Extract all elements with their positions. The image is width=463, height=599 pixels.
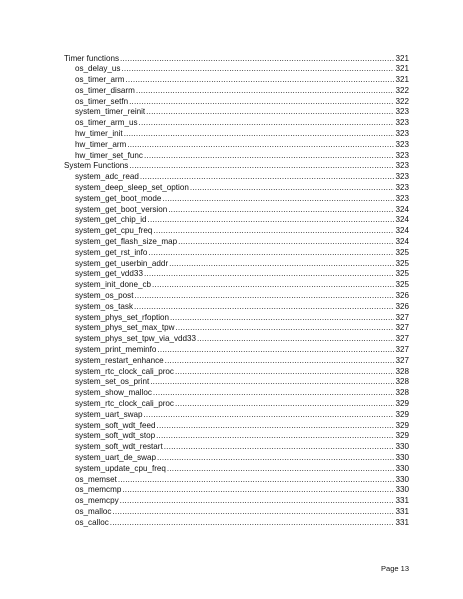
toc-entry[interactable] [64,313,409,324]
toc-entry-label: system_phys_set_rfoption [75,312,170,322]
toc-entry[interactable] [64,518,409,529]
toc-entry-page-number: 330 [395,474,409,484]
toc-entry[interactable] [64,431,409,442]
dot-leader [153,226,394,237]
toc-entry[interactable] [64,377,409,388]
toc-entry-label: hw_timer_arm [75,139,127,149]
toc-entry-label: system_rtc_clock_cali_proc [75,366,174,376]
toc-entry[interactable] [64,259,409,270]
toc-entry-label: system_get_userbin_addr [75,258,169,268]
dot-leader [175,323,394,334]
toc-entry[interactable] [64,302,409,313]
dot-leader [178,237,394,248]
toc-entry-page-number: 331 [395,517,409,527]
toc-entry-label: Timer functions [64,53,120,63]
toc-entry[interactable] [64,280,409,291]
toc-entry[interactable] [64,248,409,259]
toc-entry-page-number: 331 [395,496,409,506]
toc-entry-page-number: 329 [395,420,409,430]
toc-entry-label: system_get_chip_id [75,215,147,225]
toc-entry-label: os_timer_arm [75,75,125,85]
toc-entry-label: system_update_cpu_freq [75,463,166,473]
toc-entry[interactable] [64,485,409,496]
dot-leader [140,172,395,183]
toc-entry[interactable] [64,475,409,486]
toc-entry-label: os_delay_us [75,64,121,74]
toc-entry-page-number: 328 [395,377,409,387]
dot-leader [170,313,394,324]
toc-entry-page-number: 330 [395,463,409,473]
toc-entry-page-number: 328 [395,366,409,376]
toc-entry[interactable] [64,507,409,518]
toc-entry-label: hw_timer_set_func [75,150,143,160]
toc-entry[interactable] [64,345,409,356]
toc-entry-page-number: 326 [395,301,409,311]
toc-entry-label: os_memcpy [75,496,119,506]
toc-entry-label: os_timer_disarm [75,85,135,95]
dot-leader [152,280,394,291]
toc-entry-page-number: 331 [395,506,409,516]
toc-entry-page-number: 323 [395,129,409,139]
toc-entry-page-number: 322 [395,85,409,95]
dot-leader [156,431,394,442]
toc-entry-label: system_get_boot_version [75,204,168,214]
dot-leader [110,518,395,529]
page-number: Page 13 [381,564,409,573]
toc-entry-page-number: 321 [395,75,409,85]
toc-entry-page-number: 325 [395,269,409,279]
dot-leader [144,269,395,280]
toc-entry[interactable] [64,205,409,216]
dot-leader [157,421,395,432]
toc-entry-label: system_os_post [75,291,134,301]
toc-entry-page-number: 323 [395,150,409,160]
toc-entry-label: system_soft_wdt_stop [75,431,156,441]
toc-entry-label: os_memcmp [75,485,122,495]
toc-entry-page-number: 323 [395,183,409,193]
dot-leader [148,215,395,226]
toc-entry[interactable] [64,496,409,507]
toc-entry[interactable] [64,410,409,421]
toc-entry-page-number: 326 [395,291,409,301]
toc-entry-page-number: 324 [395,226,409,236]
dot-leader [169,259,394,270]
toc-entry[interactable] [64,129,409,140]
dot-leader [122,485,394,496]
toc-entry-page-number: 327 [395,355,409,365]
dot-leader [134,302,394,313]
toc-entry-label: os_calloc [75,517,109,527]
toc-entry-label: system_get_rst_info [75,247,148,257]
toc-section-entry[interactable] [64,161,409,172]
dot-leader [190,183,395,194]
toc-entry[interactable] [64,453,409,464]
toc-entry-page-number: 325 [395,280,409,290]
toc-entry-page-number: 323 [395,139,409,149]
toc-entry[interactable] [64,183,409,194]
toc-entry[interactable] [64,367,409,378]
toc-entry[interactable] [64,172,409,183]
toc-entry-page-number: 321 [395,53,409,63]
toc-entry-label: system_get_boot_mode [75,193,162,203]
toc-entry-page-number: 327 [395,312,409,322]
toc-entry-page-number: 325 [395,247,409,257]
dot-leader [148,248,394,259]
dot-leader [129,161,394,172]
toc-entry-page-number: 322 [395,96,409,106]
toc-entry-label: system_get_flash_size_map [75,237,178,247]
toc-entry-page-number: 327 [395,323,409,333]
toc-entry-label: system_adc_read [75,172,139,182]
toc-entry-page-number: 324 [395,215,409,225]
toc-entry[interactable] [64,269,409,280]
dot-leader [120,54,394,65]
toc-entry[interactable] [64,356,409,367]
toc-entry[interactable] [64,334,409,345]
dot-leader [139,118,395,129]
toc-entry[interactable] [64,237,409,248]
toc-entry[interactable] [64,215,409,226]
dot-leader [164,442,395,453]
toc-entry[interactable] [64,151,409,162]
toc-entry[interactable] [64,86,409,97]
dot-leader [144,151,395,162]
toc-entry-page-number: 324 [395,237,409,247]
dot-leader [127,140,394,151]
toc-entry-label: system_timer_reinit [75,107,146,117]
toc-entry[interactable] [64,118,409,129]
toc-entry[interactable] [64,388,409,399]
toc-entry[interactable] [64,140,409,151]
toc-entry-label: os_memset [75,474,117,484]
dot-leader [124,129,395,140]
dot-leader [175,367,395,378]
toc-entry-page-number: 323 [395,172,409,182]
dot-leader [136,86,395,97]
dot-leader [167,464,395,475]
toc-entry[interactable] [64,64,409,75]
toc-entry[interactable] [64,194,409,205]
dot-leader [118,475,395,486]
toc-entry-label: system_phys_set_tpw_via_vdd33 [75,334,197,344]
toc-entry-page-number: 324 [395,204,409,214]
toc-entry-page-number: 330 [395,452,409,462]
toc-entry[interactable] [64,323,409,334]
dot-leader [157,345,394,356]
toc-entry-label: system_uart_swap [75,409,143,419]
toc-entry[interactable] [64,291,409,302]
toc-entry-page-number: 321 [395,64,409,74]
toc-entry[interactable] [64,421,409,432]
dot-leader [153,388,395,399]
dot-leader [175,399,395,410]
toc-entry[interactable] [64,442,409,453]
toc-entry[interactable] [64,226,409,237]
toc-entry-page-number: 323 [395,118,409,128]
dot-leader [125,75,394,86]
toc-entry-label: os_timer_setfn [75,96,129,106]
toc-entry-label: system_show_malloc [75,388,152,398]
dot-leader [150,377,394,388]
toc-entry-page-number: 330 [395,442,409,452]
toc-entry[interactable] [64,399,409,410]
dot-leader [134,291,394,302]
toc-entry-page-number: 329 [395,409,409,419]
dot-leader [157,453,395,464]
toc-entry-page-number: 329 [395,399,409,408]
toc-entry-label: System Functions [64,161,129,171]
toc-entry-page-number: 328 [395,388,409,398]
toc-entry-page-number: 323 [395,161,409,171]
table-of-contents [64,54,409,529]
toc-entry-label: system_print_meminfo [75,345,157,355]
toc-entry-label: system_get_cpu_freq [75,226,153,236]
toc-entry-label: system_get_vdd33 [75,269,143,279]
toc-entry-page-number: 329 [395,431,409,441]
toc-entry-label: system_rtc_clock_cali_proc [75,399,174,408]
toc-section-entry[interactable] [64,54,409,65]
dot-leader [162,194,394,205]
toc-entry-label: system_phys_set_max_tpw [75,323,175,333]
toc-entry-page-number: 325 [395,258,409,268]
toc-entry-page-number: 327 [395,345,409,355]
toc-entry-page-number: 323 [395,193,409,203]
dot-leader [197,334,394,345]
dot-leader [165,356,395,367]
toc-entry-label: hw_timer_init [75,129,123,139]
toc-entry-page-number: 327 [395,334,409,344]
dot-leader [121,64,394,75]
toc-entry-label: os_malloc [75,506,112,516]
toc-entry-page-number: 323 [395,107,409,117]
dot-leader [129,97,394,108]
dot-leader [146,107,394,118]
toc-entry-label: system_soft_wdt_restart [75,442,163,452]
toc-entry[interactable] [64,464,409,475]
dot-leader [120,496,395,507]
toc-entry-label: system_set_os_print [75,377,150,387]
dot-leader [143,410,394,421]
dot-leader [112,507,394,518]
toc-entry-label: system_init_done_cb [75,280,152,290]
toc-entry-label: system_soft_wdt_feed [75,420,156,430]
toc-entry[interactable] [64,97,409,108]
toc-entry-label: system_uart_de_swap [75,452,156,462]
toc-entry-label: system_deep_sleep_set_option [75,183,189,193]
toc-entry[interactable] [64,75,409,86]
toc-entry-label: system_os_task [75,301,134,311]
toc-entry-label: system_restart_enhance [75,355,164,365]
toc-entry[interactable] [64,107,409,118]
dot-leader [168,205,394,216]
toc-entry-label: os_timer_arm_us [75,118,138,128]
toc-entry-page-number: 330 [395,485,409,495]
